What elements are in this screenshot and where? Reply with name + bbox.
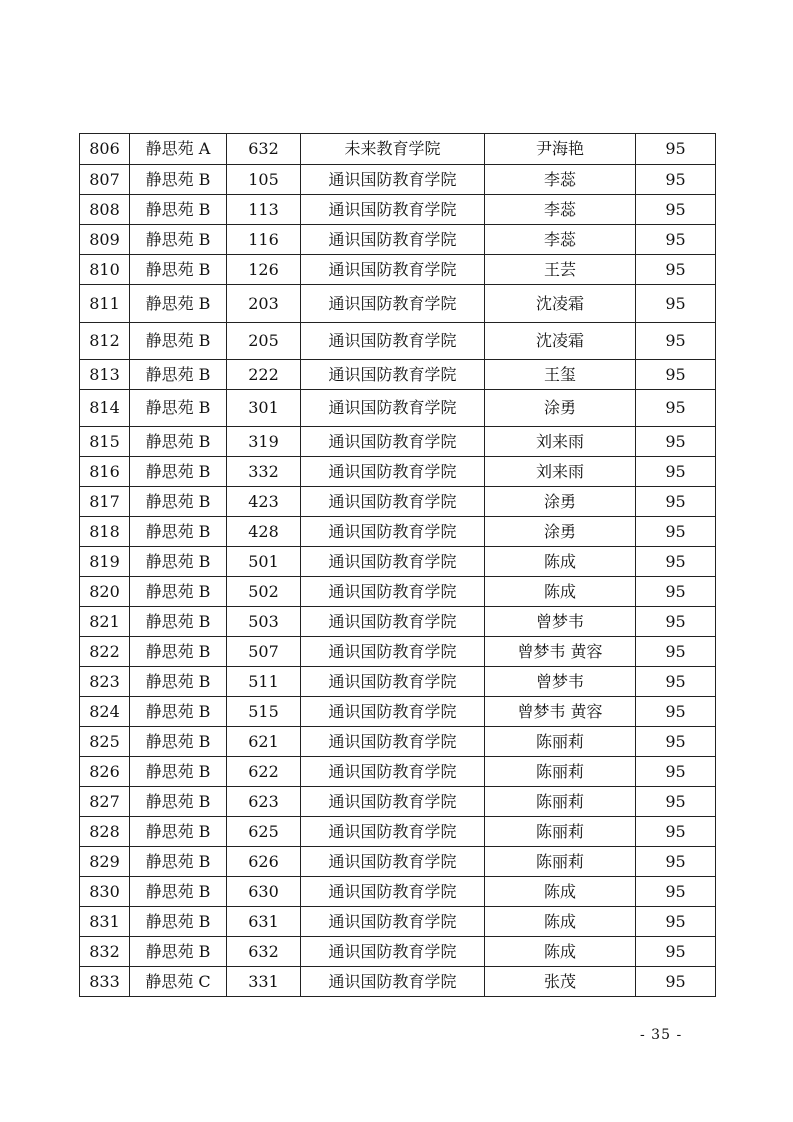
building-cell: 静思苑 B — [130, 165, 227, 195]
inspector-cell: 张茂 — [485, 967, 636, 997]
room-cell: 319 — [227, 427, 301, 457]
score-cell: 95 — [636, 225, 716, 255]
building-cell: 静思苑 B — [130, 360, 227, 390]
table-row — [80, 457, 716, 487]
table-row — [80, 225, 716, 255]
room-cell: 105 — [227, 165, 301, 195]
table-row — [80, 607, 716, 637]
room-cell: 507 — [227, 637, 301, 667]
room-cell: 301 — [227, 390, 301, 427]
score-cell: 95 — [636, 877, 716, 907]
score-cell: 95 — [636, 907, 716, 937]
room-cell: 622 — [227, 757, 301, 787]
inspector-cell: 曾梦韦 — [485, 607, 636, 637]
table-row — [80, 577, 716, 607]
college-cell: 通识国防教育学院 — [301, 667, 485, 697]
college-cell: 通识国防教育学院 — [301, 907, 485, 937]
score-cell: 95 — [636, 547, 716, 577]
table-row — [80, 907, 716, 937]
row-number-cell: 813 — [80, 360, 130, 390]
page-number: - 35 - — [640, 1027, 683, 1043]
college-cell: 通识国防教育学院 — [301, 727, 485, 757]
building-cell: 静思苑 B — [130, 937, 227, 967]
room-cell: 205 — [227, 323, 301, 360]
building-cell: 静思苑 B — [130, 637, 227, 667]
building-cell: 静思苑 B — [130, 323, 227, 360]
score-cell: 95 — [636, 134, 716, 165]
score-cell: 95 — [636, 323, 716, 360]
inspector-cell: 涂勇 — [485, 487, 636, 517]
score-cell: 95 — [636, 817, 716, 847]
building-cell: 静思苑 B — [130, 607, 227, 637]
table-row — [80, 195, 716, 225]
room-cell: 626 — [227, 847, 301, 877]
inspector-cell: 陈成 — [485, 907, 636, 937]
room-cell: 503 — [227, 607, 301, 637]
score-cell: 95 — [636, 285, 716, 323]
building-cell: 静思苑 B — [130, 877, 227, 907]
inspector-cell: 涂勇 — [485, 517, 636, 547]
inspector-cell: 刘来雨 — [485, 427, 636, 457]
inspector-cell: 涂勇 — [485, 390, 636, 427]
college-cell: 通识国防教育学院 — [301, 360, 485, 390]
table-row — [80, 727, 716, 757]
inspector-cell: 陈成 — [485, 547, 636, 577]
building-cell: 静思苑 B — [130, 195, 227, 225]
row-number-cell: 820 — [80, 577, 130, 607]
row-number-cell: 830 — [80, 877, 130, 907]
row-number-cell: 812 — [80, 323, 130, 360]
room-cell: 632 — [227, 937, 301, 967]
college-cell: 通识国防教育学院 — [301, 427, 485, 457]
score-cell: 95 — [636, 487, 716, 517]
room-cell: 623 — [227, 787, 301, 817]
row-number-cell: 810 — [80, 255, 130, 285]
college-cell: 通识国防教育学院 — [301, 457, 485, 487]
score-cell: 95 — [636, 517, 716, 547]
table-row — [80, 255, 716, 285]
college-cell: 通识国防教育学院 — [301, 225, 485, 255]
row-number-cell: 833 — [80, 967, 130, 997]
room-cell: 126 — [227, 255, 301, 285]
table-body — [80, 134, 716, 997]
inspector-cell: 陈成 — [485, 877, 636, 907]
score-cell: 95 — [636, 360, 716, 390]
row-number-cell: 821 — [80, 607, 130, 637]
room-cell: 116 — [227, 225, 301, 255]
room-cell: 501 — [227, 547, 301, 577]
score-cell: 95 — [636, 607, 716, 637]
row-number-cell: 817 — [80, 487, 130, 517]
inspector-cell: 陈成 — [485, 577, 636, 607]
room-cell: 332 — [227, 457, 301, 487]
building-cell: 静思苑 A — [130, 134, 227, 165]
room-cell: 511 — [227, 667, 301, 697]
table-row — [80, 787, 716, 817]
room-cell: 428 — [227, 517, 301, 547]
inspector-cell: 陈丽莉 — [485, 847, 636, 877]
inspector-cell: 李蕊 — [485, 195, 636, 225]
building-cell: 静思苑 B — [130, 847, 227, 877]
row-number-cell: 816 — [80, 457, 130, 487]
score-cell: 95 — [636, 457, 716, 487]
row-number-cell: 822 — [80, 637, 130, 667]
row-number-cell: 807 — [80, 165, 130, 195]
table-row — [80, 134, 716, 165]
inspector-cell: 陈丽莉 — [485, 727, 636, 757]
row-number-cell: 806 — [80, 134, 130, 165]
room-cell: 423 — [227, 487, 301, 517]
table-row — [80, 877, 716, 907]
score-cell: 95 — [636, 967, 716, 997]
room-cell: 113 — [227, 195, 301, 225]
table-row — [80, 517, 716, 547]
room-cell: 331 — [227, 967, 301, 997]
college-cell: 通识国防教育学院 — [301, 817, 485, 847]
building-cell: 静思苑 B — [130, 547, 227, 577]
table-row — [80, 847, 716, 877]
table-row — [80, 967, 716, 997]
college-cell: 通识国防教育学院 — [301, 937, 485, 967]
college-cell: 通识国防教育学院 — [301, 577, 485, 607]
row-number-cell: 808 — [80, 195, 130, 225]
college-cell: 通识国防教育学院 — [301, 697, 485, 727]
building-cell: 静思苑 B — [130, 577, 227, 607]
score-cell: 95 — [636, 787, 716, 817]
college-cell: 通识国防教育学院 — [301, 607, 485, 637]
college-cell: 通识国防教育学院 — [301, 877, 485, 907]
row-number-cell: 823 — [80, 667, 130, 697]
room-cell: 222 — [227, 360, 301, 390]
building-cell: 静思苑 B — [130, 517, 227, 547]
college-cell: 通识国防教育学院 — [301, 847, 485, 877]
table-row — [80, 165, 716, 195]
building-cell: 静思苑 B — [130, 757, 227, 787]
row-number-cell: 828 — [80, 817, 130, 847]
college-cell: 通识国防教育学院 — [301, 285, 485, 323]
row-number-cell: 819 — [80, 547, 130, 577]
inspector-cell: 陈丽莉 — [485, 757, 636, 787]
score-cell: 95 — [636, 577, 716, 607]
college-cell: 未来教育学院 — [301, 134, 485, 165]
building-cell: 静思苑 B — [130, 907, 227, 937]
college-cell: 通识国防教育学院 — [301, 255, 485, 285]
room-cell: 632 — [227, 134, 301, 165]
inspector-cell: 沈凌霜 — [485, 285, 636, 323]
inspector-cell: 陈成 — [485, 937, 636, 967]
inspection-table — [79, 133, 716, 997]
table-row — [80, 360, 716, 390]
row-number-cell: 829 — [80, 847, 130, 877]
table-row — [80, 323, 716, 360]
score-cell: 95 — [636, 255, 716, 285]
table-row — [80, 487, 716, 517]
inspector-cell: 沈凌霜 — [485, 323, 636, 360]
row-number-cell: 824 — [80, 697, 130, 727]
building-cell: 静思苑 B — [130, 285, 227, 323]
room-cell: 515 — [227, 697, 301, 727]
college-cell: 通识国防教育学院 — [301, 487, 485, 517]
row-number-cell: 814 — [80, 390, 130, 427]
building-cell: 静思苑 B — [130, 427, 227, 457]
table-row — [80, 427, 716, 457]
table-row — [80, 937, 716, 967]
score-cell: 95 — [636, 757, 716, 787]
inspector-cell: 李蕊 — [485, 225, 636, 255]
row-number-cell: 809 — [80, 225, 130, 255]
building-cell: 静思苑 B — [130, 667, 227, 697]
score-cell: 95 — [636, 697, 716, 727]
college-cell: 通识国防教育学院 — [301, 547, 485, 577]
room-cell: 621 — [227, 727, 301, 757]
inspector-cell: 王芸 — [485, 255, 636, 285]
inspector-cell: 李蕊 — [485, 165, 636, 195]
building-cell: 静思苑 B — [130, 390, 227, 427]
row-number-cell: 831 — [80, 907, 130, 937]
row-number-cell: 818 — [80, 517, 130, 547]
inspector-cell: 曾梦韦 — [485, 667, 636, 697]
room-cell: 625 — [227, 817, 301, 847]
inspector-cell: 尹海艳 — [485, 134, 636, 165]
table-row — [80, 667, 716, 697]
college-cell: 通识国防教育学院 — [301, 757, 485, 787]
score-cell: 95 — [636, 847, 716, 877]
score-cell: 95 — [636, 667, 716, 697]
inspector-cell: 陈丽莉 — [485, 817, 636, 847]
score-cell: 95 — [636, 427, 716, 457]
college-cell: 通识国防教育学院 — [301, 517, 485, 547]
college-cell: 通识国防教育学院 — [301, 323, 485, 360]
building-cell: 静思苑 B — [130, 457, 227, 487]
score-cell: 95 — [636, 937, 716, 967]
inspector-cell: 曾梦韦 黄容 — [485, 637, 636, 667]
row-number-cell: 815 — [80, 427, 130, 457]
score-cell: 95 — [636, 165, 716, 195]
building-cell: 静思苑 B — [130, 697, 227, 727]
college-cell: 通识国防教育学院 — [301, 637, 485, 667]
row-number-cell: 832 — [80, 937, 130, 967]
table-row — [80, 390, 716, 427]
room-cell: 630 — [227, 877, 301, 907]
row-number-cell: 825 — [80, 727, 130, 757]
college-cell: 通识国防教育学院 — [301, 165, 485, 195]
inspector-cell: 王玺 — [485, 360, 636, 390]
score-cell: 95 — [636, 727, 716, 757]
table-row — [80, 817, 716, 847]
building-cell: 静思苑 B — [130, 727, 227, 757]
score-cell: 95 — [636, 195, 716, 225]
building-cell: 静思苑 B — [130, 225, 227, 255]
building-cell: 静思苑 B — [130, 487, 227, 517]
building-cell: 静思苑 B — [130, 255, 227, 285]
college-cell: 通识国防教育学院 — [301, 390, 485, 427]
row-number-cell: 826 — [80, 757, 130, 787]
room-cell: 631 — [227, 907, 301, 937]
inspector-cell: 曾梦韦 黄容 — [485, 697, 636, 727]
inspector-cell: 刘来雨 — [485, 457, 636, 487]
score-cell: 95 — [636, 390, 716, 427]
building-cell: 静思苑 C — [130, 967, 227, 997]
score-cell: 95 — [636, 637, 716, 667]
college-cell: 通识国防教育学院 — [301, 195, 485, 225]
inspector-cell: 陈丽莉 — [485, 787, 636, 817]
table-row — [80, 637, 716, 667]
building-cell: 静思苑 B — [130, 787, 227, 817]
room-cell: 203 — [227, 285, 301, 323]
room-cell: 502 — [227, 577, 301, 607]
college-cell: 通识国防教育学院 — [301, 967, 485, 997]
table-row — [80, 697, 716, 727]
table-row — [80, 757, 716, 787]
row-number-cell: 811 — [80, 285, 130, 323]
table-row — [80, 285, 716, 323]
college-cell: 通识国防教育学院 — [301, 787, 485, 817]
table-row — [80, 547, 716, 577]
row-number-cell: 827 — [80, 787, 130, 817]
building-cell: 静思苑 B — [130, 817, 227, 847]
